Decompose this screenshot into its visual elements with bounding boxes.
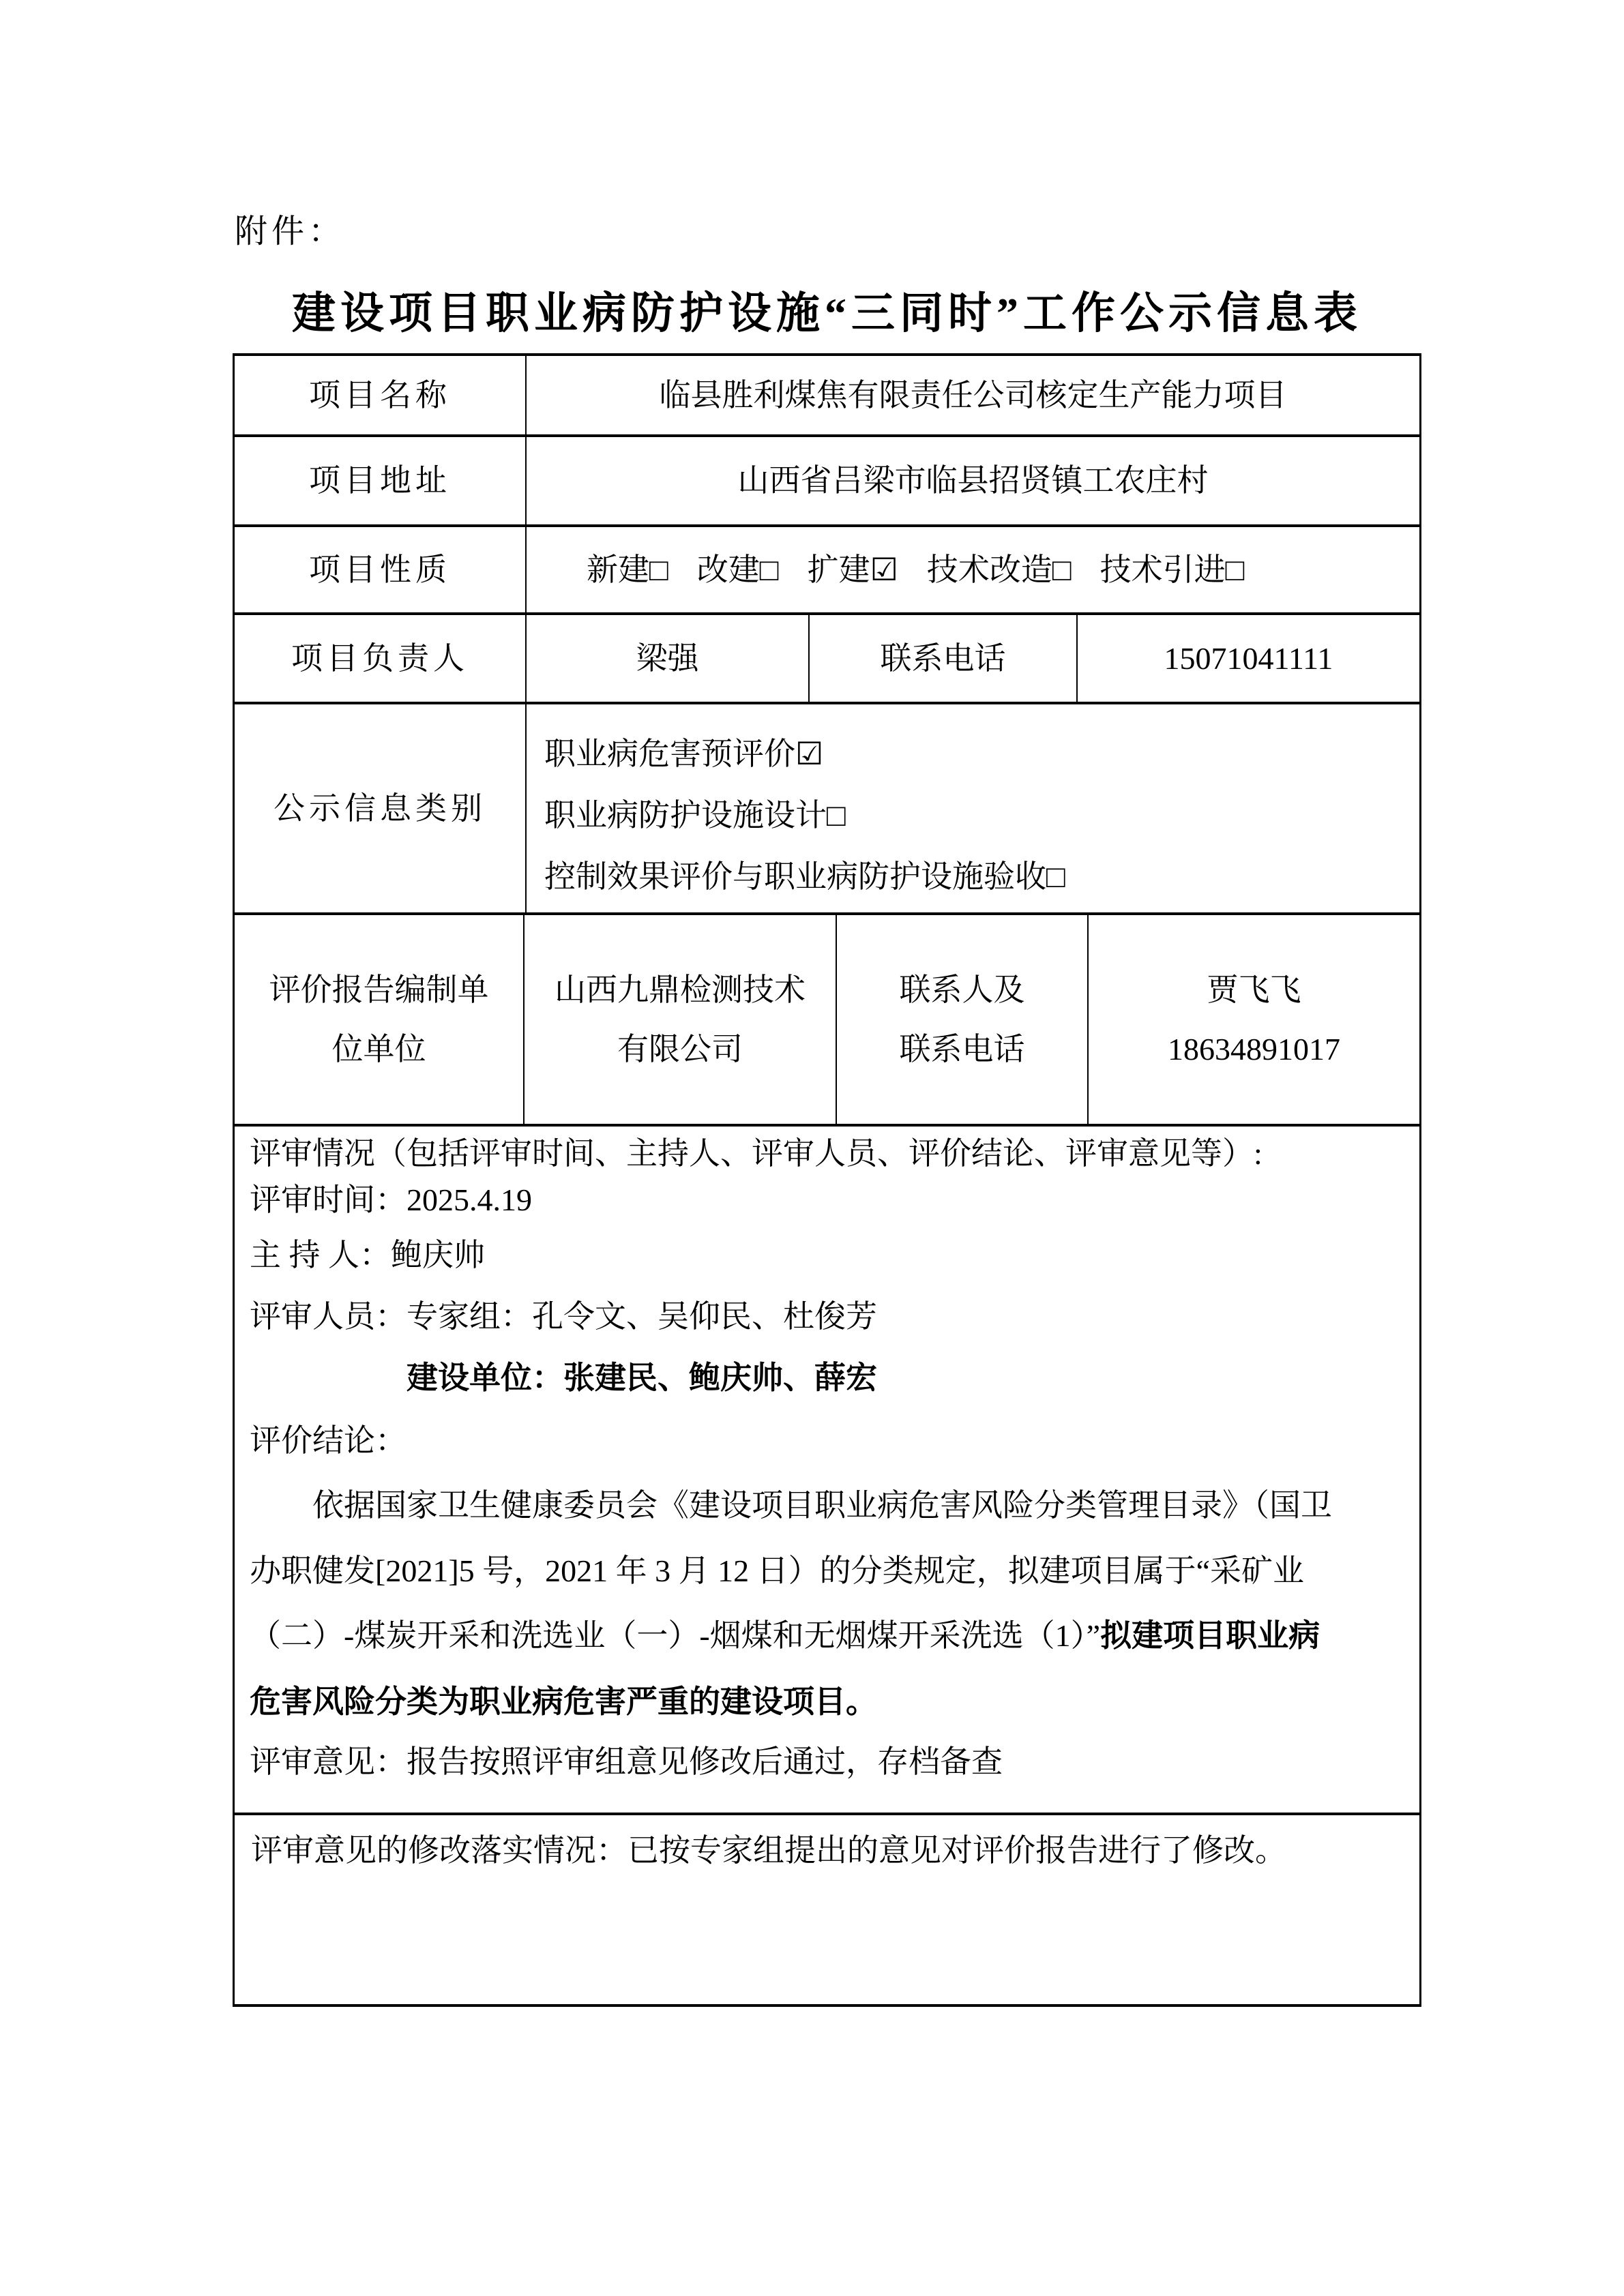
page-title: 建设项目职业病防护设施“三同时”工作公示信息表: [292, 289, 1362, 338]
leader-phone-label-cell: [810, 615, 1078, 702]
publicity-info-table: [233, 353, 1421, 2007]
project-leader-label-cell: [235, 615, 527, 702]
report-contact-value-cell: [1089, 915, 1419, 1124]
report-unit-label-line2: 位单位: [331, 1032, 426, 1067]
nature-option-new: [587, 550, 668, 590]
project-address-label: 项目地址: [309, 463, 451, 498]
review-conclusion-line3-bold: 拟建项目职业病: [1100, 1618, 1320, 1653]
info-type-option-acceptance: [544, 846, 1419, 908]
report-unit-label-line1: 评价报告编制单: [269, 972, 489, 1007]
project-leader-name-cell: [527, 615, 810, 702]
row-implementation: [235, 1815, 1419, 2004]
public-info-type-label-cell: [235, 704, 527, 912]
project-nature-label: 项目性质: [309, 552, 451, 587]
nature-option-tech-import-text: 技术引进: [1099, 552, 1226, 587]
nature-option-tech-import: [1100, 550, 1245, 590]
review-conclusion-line2: 办职健发[2021]5 号，2021 年 3 月 12 日）的分类规定，拟建项目属于“采矿业: [250, 1553, 1305, 1588]
project-name-label: 项目名称: [309, 377, 451, 413]
row-review-details: [235, 1127, 1419, 1815]
checkbox-unchecked-icon[interactable]: □: [1046, 859, 1065, 894]
review-details-cell: [235, 1127, 1419, 1813]
report-unit-label-cell: [235, 915, 525, 1124]
nature-option-expand: [808, 550, 898, 590]
leader-phone-value-cell: [1078, 615, 1419, 702]
review-host: 主 持 人：鲍庆帅: [250, 1238, 485, 1272]
info-type-option-facility-design: [544, 785, 1419, 846]
nature-option-tech-transform: [927, 550, 1072, 590]
nature-option-rebuild-text: 改建: [696, 552, 760, 587]
nature-option-new-text: 新建: [587, 552, 649, 587]
review-conclusion-label: 评价结论：: [250, 1423, 407, 1458]
report-contact-label-cell: [837, 915, 1089, 1124]
row-public-info-type: [235, 704, 1419, 915]
checkbox-unchecked-icon[interactable]: □: [759, 552, 779, 587]
report-contact-label-line2: 联系电话: [899, 1032, 1025, 1067]
info-type-facility-design-text: 职业病防护设施设计: [544, 798, 827, 833]
checkbox-unchecked-icon[interactable]: □: [1225, 552, 1245, 587]
review-reviewers: 评审人员：专家组：孔令文、吴仰民、杜俊芳: [250, 1299, 877, 1334]
row-project-leader: [235, 615, 1419, 704]
implementation-cell: [235, 1815, 1419, 2004]
report-contact-label-line1: 联系人及: [899, 972, 1025, 1007]
review-conclusion-line4: 危害风险分类为职业病危害严重的建设项目。: [250, 1684, 877, 1719]
report-unit-name-line2: 有限公司: [617, 1032, 743, 1067]
report-contact-name: 贾飞飞: [1207, 972, 1301, 1007]
attachment-label: 附件：: [235, 213, 346, 250]
checkbox-unchecked-icon[interactable]: □: [1052, 552, 1072, 587]
info-type-option-pre-evaluation: [544, 724, 1419, 785]
project-leader-name: 梁强: [636, 640, 699, 676]
review-conclusion-line3-regular: （二）-煤炭开采和洗选业（一）-烟煤和无烟煤开采洗选（1）”: [250, 1618, 1101, 1653]
project-nature-label-cell: [235, 527, 527, 612]
review-heading: 评审情况（包括评审时间、主持人、评审人员、评价结论、评审意见等）:: [250, 1136, 1263, 1171]
project-name-label-cell: [235, 356, 527, 434]
report-unit-name-line1: 山西九鼎检测技术: [555, 972, 806, 1007]
row-project-nature: [235, 527, 1419, 615]
project-leader-label: 项目负责人: [291, 640, 469, 676]
nature-option-rebuild: [697, 550, 779, 590]
project-address-value-cell: [527, 437, 1419, 524]
leader-phone-value: 15071041111: [1164, 640, 1333, 676]
checkbox-checked-icon[interactable]: ☑: [795, 736, 824, 771]
project-address-label-cell: [235, 437, 527, 524]
report-unit-name-cell: [525, 915, 837, 1124]
implementation-text: 评审意见的修改落实情况：已按专家组提出的意见对评价报告进行了修改。: [251, 1833, 1286, 1868]
project-name-value: 临县胜利煤焦有限责任公司核定生产能力项目: [659, 377, 1287, 413]
project-name-value-cell: [527, 356, 1419, 434]
row-project-address: [235, 437, 1419, 527]
public-info-type-options-cell: [527, 704, 1419, 912]
project-nature-options-cell: [527, 527, 1419, 612]
nature-option-tech-transform-text: 技术改造: [926, 552, 1052, 587]
report-contact-phone: 18634891017: [1168, 1032, 1340, 1067]
checkbox-unchecked-icon[interactable]: □: [649, 552, 668, 587]
nature-option-expand-text: 扩建: [807, 552, 870, 587]
info-type-pre-evaluation-text: 职业病危害预评价: [544, 736, 795, 771]
review-time: 评审时间：2025.4.19: [250, 1182, 532, 1217]
public-info-type-label: 公示信息类别: [274, 790, 486, 826]
row-report-unit: [235, 915, 1419, 1127]
review-construction-unit: 建设单位：张建民、鲍庆帅、薛宏: [407, 1360, 877, 1395]
review-conclusion-line1: 依据国家卫生健康委员会《建设项目职业病危害风险分类管理目录》（国卫: [312, 1488, 1332, 1523]
row-project-name: [235, 356, 1419, 437]
review-opinion: 评审意见：报告按照评审组意见修改后通过，存档备查: [250, 1744, 1003, 1779]
checkbox-checked-icon[interactable]: ☑: [870, 552, 898, 587]
leader-phone-label: 联系电话: [880, 640, 1006, 676]
info-type-acceptance-text: 控制效果评价与职业病防护设施验收: [544, 859, 1046, 894]
checkbox-unchecked-icon[interactable]: □: [827, 798, 846, 833]
review-conclusion-line3: [250, 1603, 1400, 1669]
project-address-value: 山西省吕梁市临县招贤镇工农庄村: [737, 463, 1209, 498]
